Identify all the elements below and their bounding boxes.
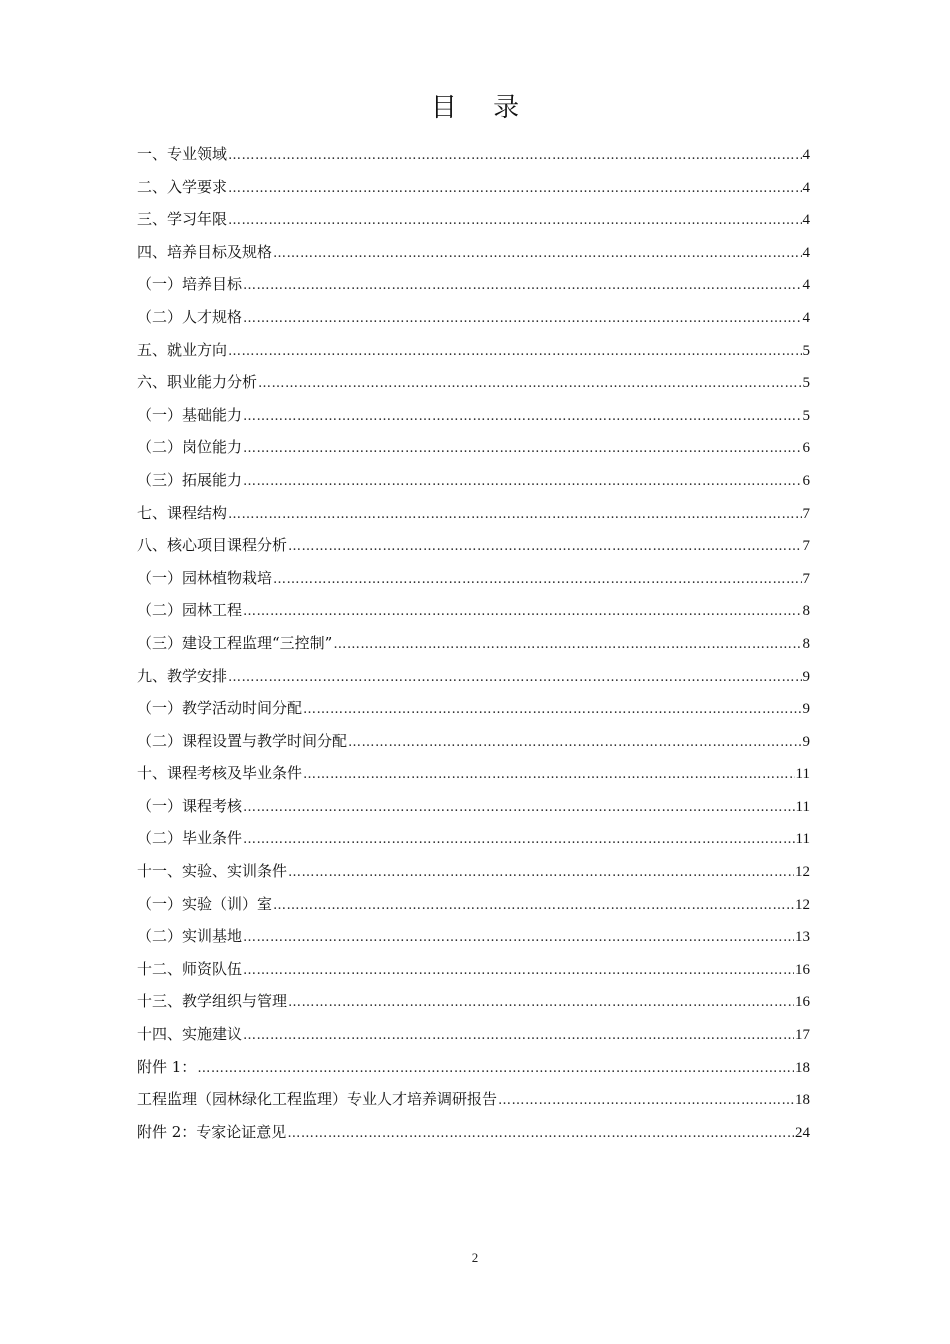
toc-entry[interactable] (137, 431, 810, 464)
toc-entry-label: 一、专业领域 (137, 145, 228, 163)
toc-entry[interactable] (137, 1116, 810, 1149)
toc-entry-label: 三、学习年限 (137, 210, 228, 229)
toc-entry-page-number: 5 (802, 407, 810, 424)
toc-dot-leader (228, 662, 801, 695)
toc-dot-leader (333, 629, 801, 662)
toc-dot-leader (348, 727, 801, 760)
toc-entry-label: 八、核心项目课程分析 (137, 536, 288, 555)
toc-dot-leader (243, 303, 801, 336)
toc-entry-label: 附件 2：专家论证意见 (137, 1122, 287, 1141)
toc-dot-leader (228, 499, 801, 532)
toc-entry-page-number: 4 (802, 244, 810, 261)
toc-entry[interactable] (137, 497, 810, 530)
toc-entry-page-number: 5 (802, 342, 810, 359)
toc-entry-page-number: 16 (795, 961, 810, 978)
toc-entry[interactable] (137, 529, 810, 562)
toc-entry-label: （三）建设工程监理“三控制” (137, 633, 333, 652)
toc-entry[interactable] (137, 138, 810, 171)
toc-entry[interactable] (137, 1018, 810, 1051)
toc-entry-label: 九、教学安排 (137, 666, 228, 685)
toc-entry-label: （一）培养目标 (137, 275, 243, 294)
toc-entry-page-number: 6 (802, 472, 810, 489)
toc-dot-leader (228, 205, 801, 238)
toc-entry-label: 十四、实施建议 (137, 1025, 243, 1044)
toc-entry[interactable] (137, 594, 810, 627)
toc-entry-label: 二、入学要求 (137, 177, 228, 196)
toc-entry-label: 附件 1： (137, 1057, 197, 1076)
toc-entry-label: （一）基础能力 (137, 405, 243, 424)
toc-entry[interactable] (137, 399, 810, 432)
toc-entry-page-number: 4 (802, 212, 810, 229)
page-number: 2 (471, 1250, 479, 1265)
toc-entry-page-number: 17 (795, 1027, 810, 1044)
toc-entry[interactable] (137, 822, 810, 855)
toc-entry-label: （二）毕业条件 (137, 829, 243, 848)
toc-entry[interactable] (137, 920, 810, 953)
toc-dot-leader (243, 270, 801, 303)
table-of-contents (137, 138, 810, 1148)
toc-entry-label: （二）实训基地 (137, 927, 243, 946)
toc-entry-page-number: 12 (795, 864, 810, 881)
toc-entry[interactable] (137, 334, 810, 367)
toc-entry-label: （二）园林工程 (137, 601, 243, 620)
toc-dot-leader (273, 564, 801, 597)
toc-entry-page-number: 8 (802, 603, 810, 620)
toc-entry-page-number: 8 (802, 635, 810, 652)
toc-entry-label: （一）园林植物栽培 (137, 568, 273, 587)
toc-entry-page-number: 5 (802, 375, 810, 392)
toc-entry-page-number: 9 (802, 733, 810, 750)
toc-dot-leader (288, 857, 794, 890)
toc-dot-leader (303, 694, 801, 727)
toc-entry-page-number: 4 (802, 179, 810, 196)
toc-title: 目 录 (430, 93, 534, 123)
toc-dot-leader (243, 433, 801, 466)
toc-entry-page-number: 11 (795, 798, 810, 815)
toc-entry-page-number: 7 (802, 538, 810, 555)
toc-dot-leader (243, 955, 794, 988)
toc-dot-leader (243, 401, 801, 434)
toc-dot-leader (273, 238, 801, 271)
toc-dot-leader (243, 466, 801, 499)
toc-dot-leader (287, 1118, 794, 1151)
toc-entry-label: （三）拓展能力 (137, 470, 243, 489)
toc-entry-label: 七、课程结构 (137, 503, 228, 522)
toc-entry-label: （二）人才规格 (137, 307, 243, 326)
toc-dot-leader (498, 1085, 794, 1118)
toc-entry[interactable] (137, 464, 810, 497)
toc-entry[interactable] (137, 627, 810, 660)
toc-entry-page-number: 7 (802, 505, 810, 522)
toc-entry[interactable] (137, 562, 810, 595)
toc-entry[interactable] (137, 1051, 810, 1084)
toc-dot-leader (228, 173, 801, 206)
toc-entry[interactable] (137, 236, 810, 269)
toc-dot-leader (243, 792, 795, 825)
toc-entry-page-number: 11 (795, 831, 810, 848)
toc-entry[interactable] (137, 171, 810, 204)
toc-dot-leader (243, 922, 794, 955)
toc-entry[interactable] (137, 855, 810, 888)
toc-entry-label: （二）岗位能力 (137, 438, 243, 457)
toc-entry-page-number: 24 (795, 1124, 810, 1141)
toc-entry-label: 十二、师资队伍 (137, 959, 243, 978)
toc-dot-leader (288, 531, 801, 564)
toc-entry-page-number: 18 (795, 1059, 810, 1076)
toc-entry[interactable] (137, 985, 810, 1018)
toc-entry-page-number: 12 (795, 896, 810, 913)
toc-entry-page-number: 4 (802, 309, 810, 326)
toc-entry[interactable] (137, 757, 810, 790)
toc-entry-label: 六、职业能力分析 (137, 373, 258, 392)
toc-dot-leader (288, 987, 794, 1020)
toc-entry[interactable] (137, 692, 810, 725)
toc-entry-label: 五、就业方向 (137, 340, 228, 359)
toc-entry-page-number: 9 (802, 668, 810, 685)
toc-entry-page-number: 13 (795, 929, 810, 946)
toc-entry-page-number: 9 (802, 701, 810, 718)
toc-entry-page-number: 18 (795, 1092, 810, 1109)
toc-entry-page-number: 6 (802, 440, 810, 457)
toc-dot-leader (303, 759, 795, 792)
toc-entry-label: 十一、实验、实训条件 (137, 862, 288, 881)
toc-dot-leader (273, 890, 794, 923)
toc-entry-label: 工程监理（园林绿化工程监理）专业人才培养调研报告 (137, 1090, 498, 1109)
toc-entry[interactable] (137, 1083, 810, 1116)
toc-entry-page-number: 16 (795, 994, 810, 1011)
toc-dot-leader (228, 336, 801, 369)
toc-entry[interactable] (137, 790, 810, 823)
toc-dot-leader (243, 1020, 794, 1053)
toc-entry[interactable] (137, 953, 810, 986)
toc-entry-label: 四、培养目标及规格 (137, 242, 273, 261)
toc-entry[interactable] (137, 725, 810, 758)
toc-entry[interactable] (137, 660, 810, 693)
toc-entry-label: 十三、教学组织与管理 (137, 992, 288, 1011)
toc-entry[interactable] (137, 203, 810, 236)
toc-entry-label: （一）实验（训）室 (137, 894, 273, 913)
toc-dot-leader (197, 1053, 794, 1086)
toc-entry-page-number: 11 (795, 766, 810, 783)
toc-dot-leader (243, 596, 801, 629)
toc-entry-page-number: 7 (802, 570, 810, 587)
toc-entry-label: （二）课程设置与教学时间分配 (137, 731, 348, 750)
toc-dot-leader (243, 824, 795, 857)
toc-entry-page-number: 4 (802, 277, 810, 294)
toc-entry[interactable] (137, 301, 810, 334)
toc-entry-label: （一）课程考核 (137, 796, 243, 815)
toc-entry[interactable] (137, 888, 810, 921)
toc-entry[interactable] (137, 366, 810, 399)
toc-entry-label: （一）教学活动时间分配 (137, 699, 303, 718)
toc-dot-leader (228, 140, 801, 173)
toc-entry[interactable] (137, 268, 810, 301)
toc-dot-leader (258, 368, 801, 401)
toc-entry-page-number: 4 (802, 147, 810, 163)
toc-entry-label: 十、课程考核及毕业条件 (137, 764, 303, 783)
